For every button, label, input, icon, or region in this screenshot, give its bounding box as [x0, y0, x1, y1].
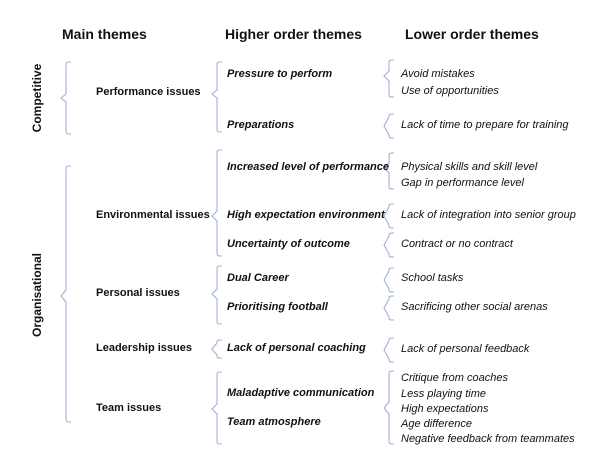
lower-theme-opportunities: Use of opportunities — [401, 85, 499, 97]
lower-theme-critique: Critique from coaches — [401, 372, 508, 384]
uncertainty-bracket — [384, 233, 394, 257]
category-organisational: Organisational — [30, 252, 44, 338]
lower-theme-high-expectations: High expectations — [401, 403, 489, 415]
team-bracket — [212, 372, 222, 444]
header-main-themes: Main themes — [62, 26, 147, 42]
performance-bracket — [212, 62, 222, 132]
personal-coaching-bracket — [384, 338, 394, 362]
preparations-bracket — [384, 114, 394, 138]
higher-theme-dual-career: Dual Career — [227, 272, 289, 284]
lower-theme-lack-integration: Lack of integration into senior group — [401, 209, 576, 221]
main-theme-performance: Performance issues — [96, 86, 201, 98]
lower-theme-sacrificing: Sacrificing other social arenas — [401, 301, 548, 313]
higher-theme-high-expectation: High expectation environment — [227, 209, 385, 221]
higher-theme-personal-coaching: Lack of personal coaching — [227, 342, 366, 354]
lower-theme-personal-feedback: Lack of personal feedback — [401, 343, 530, 355]
lower-theme-contract: Contract or no contract — [401, 238, 513, 250]
lower-theme-age-difference: Age difference — [401, 418, 472, 430]
category-competitive: Competitive — [30, 63, 44, 133]
prioritising-bracket — [384, 296, 394, 320]
competitive-bracket — [61, 62, 71, 134]
leadership-bracket — [212, 340, 222, 358]
header-higher-themes: Higher order themes — [225, 26, 362, 42]
main-theme-environmental: Environmental issues — [96, 209, 210, 221]
team-lower-bracket — [384, 371, 394, 444]
lower-theme-physical-skills: Physical skills and skill level — [401, 161, 538, 173]
lower-theme-avoid-mistakes: Avoid mistakes — [401, 68, 475, 80]
higher-theme-team-atmosphere: Team atmosphere — [227, 416, 321, 428]
higher-theme-preparations: Preparations — [227, 119, 295, 131]
main-theme-team: Team issues — [96, 402, 162, 414]
lower-theme-gap-performance: Gap in performance level — [401, 177, 524, 189]
higher-theme-pressure: Pressure to perform — [227, 68, 333, 80]
higher-theme-increased-level: Increased level of performance — [227, 161, 390, 173]
higher-theme-uncertainty: Uncertainty of outcome — [227, 238, 350, 250]
dual-career-bracket — [384, 268, 394, 292]
environmental-bracket — [212, 150, 222, 256]
lower-theme-playing-time: Less playing time — [401, 388, 486, 400]
lower-theme-lack-of-time: Lack of time to prepare for training — [401, 119, 569, 131]
higher-theme-prioritising: Prioritising football — [227, 301, 328, 313]
higher-theme-maladaptive: Maladaptive communication — [227, 387, 375, 399]
organisational-bracket — [61, 166, 71, 422]
main-theme-personal: Personal issues — [96, 287, 180, 299]
pressure-bracket — [384, 60, 394, 97]
personal-bracket — [212, 266, 222, 324]
lower-theme-negative-feedback: Negative feedback from teammates — [401, 433, 575, 445]
main-theme-leadership: Leadership issues — [96, 342, 192, 354]
lower-theme-school-tasks: School tasks — [401, 272, 464, 284]
header-lower-themes: Lower order themes — [405, 26, 539, 42]
high-expectation-bracket — [384, 204, 394, 228]
